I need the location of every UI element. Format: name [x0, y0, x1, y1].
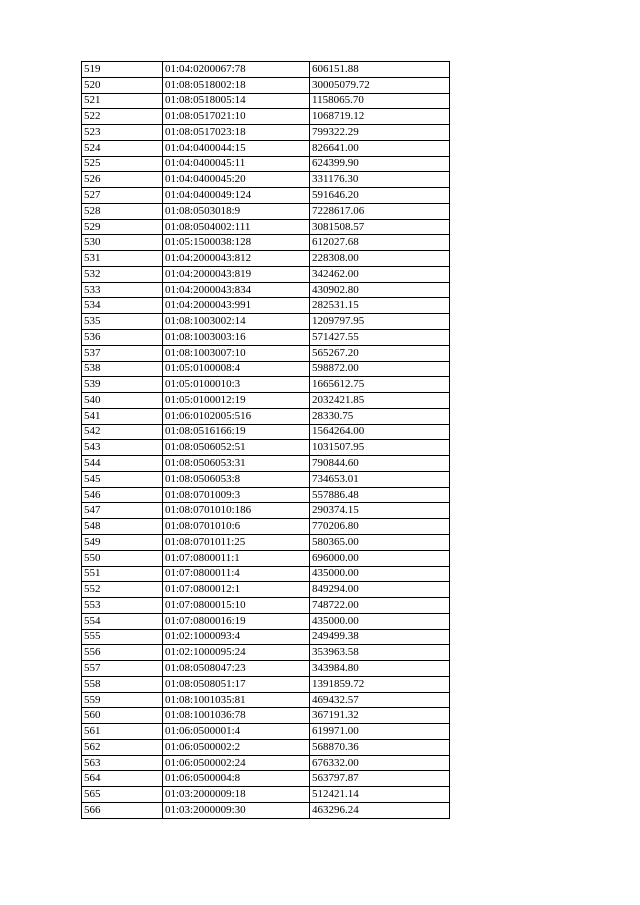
value-cell: 469432.57 [310, 692, 450, 708]
row-number-cell: 549 [82, 534, 163, 550]
table-row [82, 235, 450, 251]
row-number-cell: 536 [82, 330, 163, 346]
value-cell: 1391859.72 [310, 676, 450, 692]
data-table [81, 61, 450, 819]
cadastral-number-cell: 01:06:0500002:2 [163, 739, 310, 755]
table-row [82, 503, 450, 519]
table-row [82, 676, 450, 692]
value-cell: 28330.75 [310, 408, 450, 424]
value-cell: 591646.20 [310, 188, 450, 204]
row-number-cell: 526 [82, 172, 163, 188]
value-cell: 7228617.06 [310, 203, 450, 219]
value-cell: 435000.00 [310, 613, 450, 629]
value-cell: 748722.00 [310, 598, 450, 614]
cadastral-number-cell: 01:08:0518002:18 [163, 77, 310, 93]
value-cell: 435000.00 [310, 566, 450, 582]
row-number-cell: 531 [82, 251, 163, 267]
row-number-cell: 561 [82, 724, 163, 740]
value-cell: 1209797.95 [310, 314, 450, 330]
cadastral-number-cell: 01:08:0506052:51 [163, 440, 310, 456]
table-row [82, 487, 450, 503]
cadastral-number-cell: 01:07:0800015:10 [163, 598, 310, 614]
row-number-cell: 566 [82, 802, 163, 818]
row-number-cell: 527 [82, 188, 163, 204]
cadastral-number-cell: 01:04:2000043:819 [163, 266, 310, 282]
cadastral-number-cell: 01:07:0800012:1 [163, 582, 310, 598]
value-cell: 228308.00 [310, 251, 450, 267]
row-number-cell: 532 [82, 266, 163, 282]
row-number-cell: 564 [82, 771, 163, 787]
table-row [82, 377, 450, 393]
cadastral-number-cell: 01:07:0800011:1 [163, 550, 310, 566]
row-number-cell: 547 [82, 503, 163, 519]
table-row [82, 266, 450, 282]
row-number-cell: 550 [82, 550, 163, 566]
cadastral-number-cell: 01:08:0701010:186 [163, 503, 310, 519]
value-cell: 598872.00 [310, 361, 450, 377]
table-row [82, 314, 450, 330]
cadastral-number-cell: 01:06:0500001:4 [163, 724, 310, 740]
value-cell: 463296.24 [310, 802, 450, 818]
cadastral-number-cell: 01:08:0701011:25 [163, 534, 310, 550]
value-cell: 282531.15 [310, 298, 450, 314]
cadastral-number-cell: 01:08:1001035:81 [163, 692, 310, 708]
cadastral-number-cell: 01:05:0100010:3 [163, 377, 310, 393]
cadastral-number-cell: 01:08:0508047:23 [163, 661, 310, 677]
row-number-cell: 522 [82, 109, 163, 125]
value-cell: 571427.55 [310, 330, 450, 346]
table-row [82, 613, 450, 629]
cadastral-number-cell: 01:08:0701009:3 [163, 487, 310, 503]
row-number-cell: 528 [82, 203, 163, 219]
row-number-cell: 537 [82, 345, 163, 361]
value-cell: 331176.30 [310, 172, 450, 188]
cadastral-number-cell: 01:05:0100012:19 [163, 393, 310, 409]
table-row [82, 109, 450, 125]
table-row [82, 566, 450, 582]
cadastral-number-cell: 01:04:2000043:834 [163, 282, 310, 298]
row-number-cell: 534 [82, 298, 163, 314]
table-row [82, 755, 450, 771]
value-cell: 1158065.70 [310, 93, 450, 109]
table-row [82, 330, 450, 346]
row-number-cell: 556 [82, 645, 163, 661]
cadastral-number-cell: 01:07:0800016:19 [163, 613, 310, 629]
row-number-cell: 544 [82, 456, 163, 472]
row-number-cell: 558 [82, 676, 163, 692]
row-number-cell: 552 [82, 582, 163, 598]
table-row [82, 661, 450, 677]
table-row [82, 140, 450, 156]
table-row [82, 156, 450, 172]
table-row [82, 456, 450, 472]
value-cell: 734653.01 [310, 471, 450, 487]
row-number-cell: 555 [82, 629, 163, 645]
table-row [82, 62, 450, 78]
value-cell: 30005079.72 [310, 77, 450, 93]
row-number-cell: 521 [82, 93, 163, 109]
table-row [82, 298, 450, 314]
cadastral-number-cell: 01:08:0504002:111 [163, 219, 310, 235]
row-number-cell: 530 [82, 235, 163, 251]
table-row [82, 582, 450, 598]
row-number-cell: 519 [82, 62, 163, 78]
row-number-cell: 542 [82, 424, 163, 440]
row-number-cell: 545 [82, 471, 163, 487]
cadastral-number-cell: 01:04:0200067:78 [163, 62, 310, 78]
row-number-cell: 525 [82, 156, 163, 172]
value-cell: 612027.68 [310, 235, 450, 251]
value-cell: 568870.36 [310, 739, 450, 755]
table-row [82, 77, 450, 93]
table-body [82, 62, 450, 819]
row-number-cell: 551 [82, 566, 163, 582]
row-number-cell: 563 [82, 755, 163, 771]
table-row [82, 724, 450, 740]
value-cell: 430902.80 [310, 282, 450, 298]
cadastral-number-cell: 01:08:0516166:19 [163, 424, 310, 440]
row-number-cell: 539 [82, 377, 163, 393]
cadastral-number-cell: 01:08:0701010:6 [163, 519, 310, 535]
cadastral-number-cell: 01:08:0517023:18 [163, 125, 310, 141]
cadastral-number-cell: 01:08:1003007:10 [163, 345, 310, 361]
value-cell: 367191.32 [310, 708, 450, 724]
table-row [82, 534, 450, 550]
row-number-cell: 533 [82, 282, 163, 298]
cadastral-number-cell: 01:06:0500002:24 [163, 755, 310, 771]
table-row [82, 708, 450, 724]
cadastral-number-cell: 01:03:2000009:18 [163, 787, 310, 803]
row-number-cell: 560 [82, 708, 163, 724]
row-number-cell: 524 [82, 140, 163, 156]
table-row [82, 93, 450, 109]
row-number-cell: 523 [82, 125, 163, 141]
cadastral-number-cell: 01:06:0500004:8 [163, 771, 310, 787]
row-number-cell: 529 [82, 219, 163, 235]
row-number-cell: 554 [82, 613, 163, 629]
table-row [82, 550, 450, 566]
value-cell: 606151.88 [310, 62, 450, 78]
row-number-cell: 565 [82, 787, 163, 803]
cadastral-number-cell: 01:08:1003003:16 [163, 330, 310, 346]
cadastral-number-cell: 01:05:0100008:4 [163, 361, 310, 377]
table-row [82, 424, 450, 440]
table-row [82, 519, 450, 535]
row-number-cell: 553 [82, 598, 163, 614]
cadastral-number-cell: 01:04:0400045:11 [163, 156, 310, 172]
table-row [82, 361, 450, 377]
row-number-cell: 535 [82, 314, 163, 330]
row-number-cell: 540 [82, 393, 163, 409]
cadastral-number-cell: 01:05:1500038:128 [163, 235, 310, 251]
table-row [82, 251, 450, 267]
cadastral-number-cell: 01:08:0518005:14 [163, 93, 310, 109]
cadastral-number-cell: 01:04:0400044:15 [163, 140, 310, 156]
cadastral-number-cell: 01:08:0506053:31 [163, 456, 310, 472]
value-cell: 1031507.95 [310, 440, 450, 456]
value-cell: 343984.80 [310, 661, 450, 677]
table-row [82, 125, 450, 141]
cadastral-number-cell: 01:08:1003002:14 [163, 314, 310, 330]
value-cell: 563797.87 [310, 771, 450, 787]
table-row [82, 471, 450, 487]
table-row [82, 802, 450, 818]
cadastral-number-cell: 01:08:1001036:78 [163, 708, 310, 724]
value-cell: 580365.00 [310, 534, 450, 550]
cadastral-number-cell: 01:02:1000095:24 [163, 645, 310, 661]
table-row [82, 739, 450, 755]
value-cell: 1564264.00 [310, 424, 450, 440]
row-number-cell: 557 [82, 661, 163, 677]
value-cell: 557886.48 [310, 487, 450, 503]
value-cell: 3081508.57 [310, 219, 450, 235]
value-cell: 342462.00 [310, 266, 450, 282]
row-number-cell: 548 [82, 519, 163, 535]
table-row [82, 345, 450, 361]
cadastral-number-cell: 01:04:0400045:20 [163, 172, 310, 188]
value-cell: 676332.00 [310, 755, 450, 771]
table-row [82, 787, 450, 803]
table-row [82, 282, 450, 298]
value-cell: 696000.00 [310, 550, 450, 566]
value-cell: 849294.00 [310, 582, 450, 598]
cadastral-number-cell: 01:04:0400049:124 [163, 188, 310, 204]
cadastral-number-cell: 01:08:0508051:17 [163, 676, 310, 692]
table-row [82, 393, 450, 409]
table-row [82, 172, 450, 188]
row-number-cell: 538 [82, 361, 163, 377]
cadastral-number-cell: 01:08:0517021:10 [163, 109, 310, 125]
row-number-cell: 559 [82, 692, 163, 708]
table-row [82, 692, 450, 708]
table-row [82, 771, 450, 787]
cadastral-number-cell: 01:04:2000043:991 [163, 298, 310, 314]
table-row [82, 629, 450, 645]
row-number-cell: 520 [82, 77, 163, 93]
value-cell: 512421.14 [310, 787, 450, 803]
cadastral-number-cell: 01:07:0800011:4 [163, 566, 310, 582]
value-cell: 249499.38 [310, 629, 450, 645]
table-row [82, 645, 450, 661]
row-number-cell: 543 [82, 440, 163, 456]
table-row [82, 408, 450, 424]
cadastral-number-cell: 01:08:0503018:9 [163, 203, 310, 219]
value-cell: 770206.80 [310, 519, 450, 535]
row-number-cell: 562 [82, 739, 163, 755]
cadastral-number-cell: 01:04:2000043:812 [163, 251, 310, 267]
row-number-cell: 541 [82, 408, 163, 424]
value-cell: 799322.29 [310, 125, 450, 141]
row-number-cell: 546 [82, 487, 163, 503]
table-row [82, 219, 450, 235]
value-cell: 353963.58 [310, 645, 450, 661]
value-cell: 1665612.75 [310, 377, 450, 393]
cadastral-number-cell: 01:06:0102005:516 [163, 408, 310, 424]
value-cell: 624399.90 [310, 156, 450, 172]
value-cell: 826641.00 [310, 140, 450, 156]
table-row [82, 203, 450, 219]
cadastral-number-cell: 01:03:2000009:30 [163, 802, 310, 818]
value-cell: 290374.15 [310, 503, 450, 519]
cadastral-number-cell: 01:02:1000093:4 [163, 629, 310, 645]
value-cell: 1068719.12 [310, 109, 450, 125]
value-cell: 2032421.85 [310, 393, 450, 409]
value-cell: 619971.00 [310, 724, 450, 740]
cadastral-number-cell: 01:08:0506053:8 [163, 471, 310, 487]
table-row [82, 440, 450, 456]
table-row [82, 598, 450, 614]
table-row [82, 188, 450, 204]
value-cell: 565267.20 [310, 345, 450, 361]
value-cell: 790844.60 [310, 456, 450, 472]
